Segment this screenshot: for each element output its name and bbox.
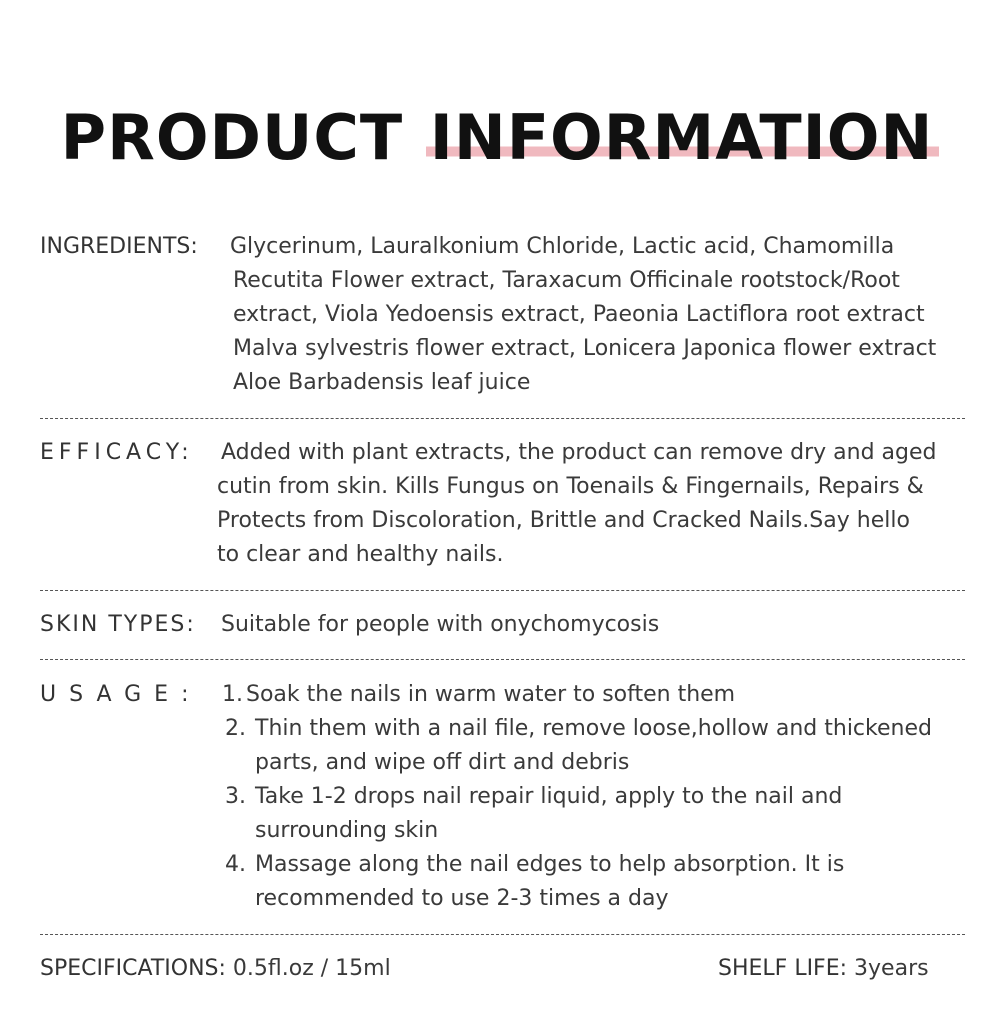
divider <box>40 659 965 660</box>
usage-step-number: 1. <box>222 682 243 707</box>
efficacy-line: cutin from skin. Kills Fungus on Toenails & Fingernails, Repairs & <box>217 474 924 499</box>
efficacy-line: Protects from Discoloration, Brittle and Cracked Nails.Say hello <box>217 508 910 533</box>
ingredients-line: Glycerinum, Lauralkonium Chloride, Lactic acid, Chamomilla <box>230 234 895 259</box>
specifications-value: 0.5fl.oz / 15ml <box>232 956 391 981</box>
usage-section <box>40 678 970 918</box>
usage-step <box>225 848 932 916</box>
usage-step <box>222 678 932 712</box>
page-title <box>0 100 1000 176</box>
divider <box>40 590 965 591</box>
ingredients-line: Malva sylvestris flower extract, Lonicera Japonica flower extract <box>233 336 937 361</box>
usage-step-number: 3. <box>225 784 246 809</box>
ingredients-line: extract, Viola Yedoensis extract, Paeonia Lactiflora root extract <box>233 302 925 327</box>
usage-step-number: 4. <box>225 852 246 877</box>
skin-types-section <box>40 608 970 642</box>
usage-step-line: surrounding skin <box>255 818 439 843</box>
shelf-life <box>718 952 929 986</box>
usage-step <box>225 712 932 780</box>
ingredients-section <box>40 230 970 400</box>
ingredients-line: Recutita Flower extract, Taraxacum Officinale rootstock/Root <box>233 268 900 293</box>
usage-list <box>222 678 932 916</box>
usage-step <box>225 780 932 848</box>
ingredients-line: Aloe Barbadensis leaf juice <box>233 370 531 395</box>
shelf-life-value: 3years <box>854 956 929 981</box>
usage-step-line: Massage along the nail edges to help absorption. It is <box>255 852 845 877</box>
usage-step-number: 2. <box>225 716 246 741</box>
ingredients-label: INGREDIENTS: <box>40 234 198 259</box>
usage-step-line: Take 1-2 drops nail repair liquid, apply to the nail and <box>255 784 843 809</box>
efficacy-label: EFFICACY: <box>40 440 194 465</box>
divider <box>40 934 965 935</box>
specifications <box>40 952 391 986</box>
usage-step-line: Soak the nails in warm water to soften them <box>246 682 736 707</box>
specifications-label: SPECIFICATIONS: <box>40 956 226 981</box>
efficacy-section <box>40 436 970 576</box>
title-information: INFORMATION <box>426 101 940 174</box>
skin-types-text: Suitable for people with onychomycosis <box>221 612 660 637</box>
usage-label: USAGE: <box>40 682 202 707</box>
divider <box>40 418 965 419</box>
skin-types-label: SKIN TYPES: <box>40 612 196 637</box>
usage-step-line: recommended to use 2-3 times a day <box>255 886 669 911</box>
efficacy-line: Added with plant extracts, the product can remove dry and aged <box>221 440 937 465</box>
title-product: PRODUCT <box>60 101 404 174</box>
efficacy-text <box>217 436 936 572</box>
usage-step-line: parts, and wipe off dirt and debris <box>255 750 630 775</box>
efficacy-line: to clear and healthy nails. <box>217 542 504 567</box>
shelf-life-label: SHELF LIFE: <box>718 956 848 981</box>
ingredients-text <box>230 230 936 400</box>
usage-step-line: Thin them with a nail file, remove loose,hollow and thickened <box>255 716 932 741</box>
